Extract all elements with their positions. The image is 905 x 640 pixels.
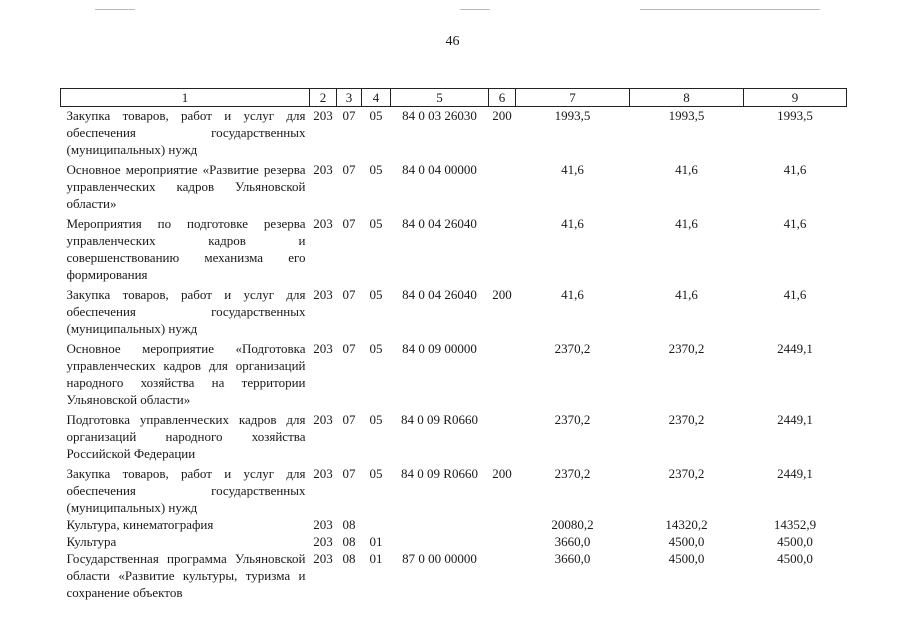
amount-col7-cell: 2370,2 (554, 412, 591, 427)
admin-code-cell: 203 (313, 108, 333, 123)
header-cell: 2 (310, 89, 337, 107)
target-article-cell: 84 0 04 00000 (402, 162, 477, 177)
section-code-cell: 07 (342, 412, 356, 427)
table-row (61, 107, 847, 159)
amount-col7-cell: 3660,0 (554, 534, 591, 549)
subsection-code-cell: 05 (369, 466, 383, 481)
table-header-row (61, 89, 847, 107)
table-row (61, 408, 847, 462)
amount-col8-cell: 4500,0 (668, 534, 705, 549)
target-article-cell: 87 0 00 00000 (402, 551, 477, 566)
header-cell: 1 (61, 89, 310, 107)
amount-col7-cell: 41,6 (561, 216, 584, 231)
subsection-code-cell (362, 516, 391, 533)
subsection-code-cell: 05 (369, 162, 383, 177)
amount-col8-cell: 2370,2 (668, 466, 705, 481)
subsection-code-cell: 05 (369, 216, 383, 231)
table-row (61, 462, 847, 516)
row-name-cell: Основное мероприятие «Подготовка управленческих кадров для организаций народного хозяйства на территории Ульяновской области» (66, 341, 306, 407)
header-cell: 3 (337, 89, 362, 107)
table-row (61, 533, 847, 550)
amount-col9-cell: 41,6 (783, 216, 807, 231)
table-row (61, 158, 847, 212)
amount-col7-cell: 3660,0 (554, 551, 591, 566)
header-cell: 6 (489, 89, 516, 107)
subsection-code-cell: 05 (369, 412, 383, 427)
row-name-cell: Основное мероприятие «Развитие резерва управленческих кадров Ульяновской области» (66, 162, 306, 211)
header-cell: 5 (391, 89, 489, 107)
amount-col8-cell: 14320,2 (665, 517, 708, 532)
amount-col9-cell: 2449,1 (777, 341, 813, 356)
expense-type-cell (489, 408, 516, 462)
section-code-cell: 07 (342, 341, 356, 356)
expense-type-cell: 200 (492, 466, 512, 481)
table-row (61, 550, 847, 601)
row-name-cell: Закупка товаров, работ и услуг для обеспечения государственных (муниципальных) нужд (66, 108, 306, 157)
row-name-cell: Культура (66, 534, 117, 549)
row-name-cell: Закупка товаров, работ и услуг для обеспечения государственных (муниципальных) нужд (66, 287, 306, 336)
expense-type-cell: 200 (492, 108, 512, 123)
amount-col9-cell: 14352,9 (773, 517, 817, 532)
subsection-code-cell: 01 (369, 551, 383, 566)
amount-col7-cell: 1993,5 (554, 108, 591, 123)
header-cell: 9 (744, 89, 847, 107)
amount-col9-cell: 2449,1 (777, 412, 813, 427)
amount-col8-cell: 2370,2 (668, 341, 705, 356)
target-article-cell: 84 0 04 26040 (402, 216, 477, 231)
expense-type-cell (489, 158, 516, 212)
expense-type-cell (489, 337, 516, 408)
header-cell: 8 (630, 89, 744, 107)
target-article-cell: 84 0 09 R0660 (401, 466, 478, 481)
row-name-cell: Закупка товаров, работ и услуг для обеспечения государственных (муниципальных) нужд (66, 466, 306, 515)
amount-col7-cell: 20080,2 (551, 517, 594, 532)
amount-col9-cell: 2449,1 (777, 466, 813, 481)
table-row (61, 337, 847, 408)
row-name-cell: Культура, кинематография (66, 517, 214, 532)
header-cell: 4 (362, 89, 391, 107)
subsection-code-cell: 05 (369, 341, 383, 356)
amount-col7-cell: 41,6 (561, 162, 584, 177)
admin-code-cell: 203 (313, 216, 333, 231)
section-code-cell: 08 (342, 551, 356, 566)
amount-col8-cell: 41,6 (675, 162, 698, 177)
budget-table (60, 88, 847, 601)
table-row (61, 283, 847, 337)
expense-type-cell (489, 550, 516, 601)
amount-col8-cell: 4500,0 (668, 551, 705, 566)
amount-col9-cell: 41,6 (783, 162, 807, 177)
admin-code-cell: 203 (313, 341, 333, 356)
target-article-cell (391, 516, 489, 533)
expense-type-cell (489, 516, 516, 533)
row-name-cell: Подготовка управленческих кадров для организаций народного хозяйства Российской Федерации (66, 412, 306, 461)
subsection-code-cell: 05 (369, 287, 383, 302)
amount-col7-cell: 2370,2 (554, 341, 591, 356)
target-article-cell: 84 0 09 R0660 (401, 412, 478, 427)
row-name-cell: Государственная программа Ульяновской области «Развитие культуры, туризма и сохранение объектов (66, 551, 306, 600)
admin-code-cell: 203 (313, 412, 333, 427)
subsection-code-cell: 05 (369, 108, 383, 123)
amount-col9-cell: 4500,0 (777, 534, 813, 549)
admin-code-cell: 203 (313, 287, 333, 302)
amount-col9-cell: 1993,5 (777, 108, 813, 123)
section-code-cell: 07 (342, 162, 356, 177)
amount-col8-cell: 2370,2 (668, 412, 705, 427)
table-row (61, 212, 847, 283)
amount-col8-cell: 41,6 (675, 216, 698, 231)
section-code-cell: 07 (342, 466, 356, 481)
target-article-cell: 84 0 09 00000 (402, 341, 477, 356)
amount-col7-cell: 2370,2 (554, 466, 591, 481)
section-code-cell: 07 (342, 216, 356, 231)
expense-type-cell: 200 (492, 287, 512, 302)
admin-code-cell: 203 (313, 551, 333, 566)
table-body (61, 107, 847, 602)
admin-code-cell: 203 (313, 517, 333, 532)
scan-artifact (460, 9, 490, 10)
section-code-cell: 07 (342, 108, 356, 123)
subsection-code-cell: 01 (369, 534, 383, 549)
target-article-cell: 84 0 04 26040 (402, 287, 477, 302)
table-row (61, 516, 847, 533)
admin-code-cell: 203 (313, 466, 333, 481)
header-cell: 7 (516, 89, 630, 107)
expense-type-cell (489, 533, 516, 550)
target-article-cell: 84 0 03 26030 (402, 108, 477, 123)
amount-col8-cell: 1993,5 (668, 108, 705, 123)
page-number: 46 (445, 34, 460, 49)
amount-col9-cell: 41,6 (783, 287, 807, 302)
expense-type-cell (489, 212, 516, 283)
amount-col9-cell: 4500,0 (777, 551, 813, 566)
row-name-cell: Мероприятия по подготовке резерва управленческих кадров и совершенствованию механизма его формирования (66, 216, 306, 282)
scan-artifact (640, 9, 820, 10)
section-code-cell: 08 (342, 534, 356, 549)
section-code-cell: 07 (342, 287, 356, 302)
scan-artifact (95, 9, 135, 10)
admin-code-cell: 203 (313, 534, 333, 549)
amount-col7-cell: 41,6 (561, 287, 584, 302)
admin-code-cell: 203 (313, 162, 333, 177)
section-code-cell: 08 (342, 517, 356, 532)
target-article-cell (391, 533, 489, 550)
amount-col8-cell: 41,6 (675, 287, 698, 302)
